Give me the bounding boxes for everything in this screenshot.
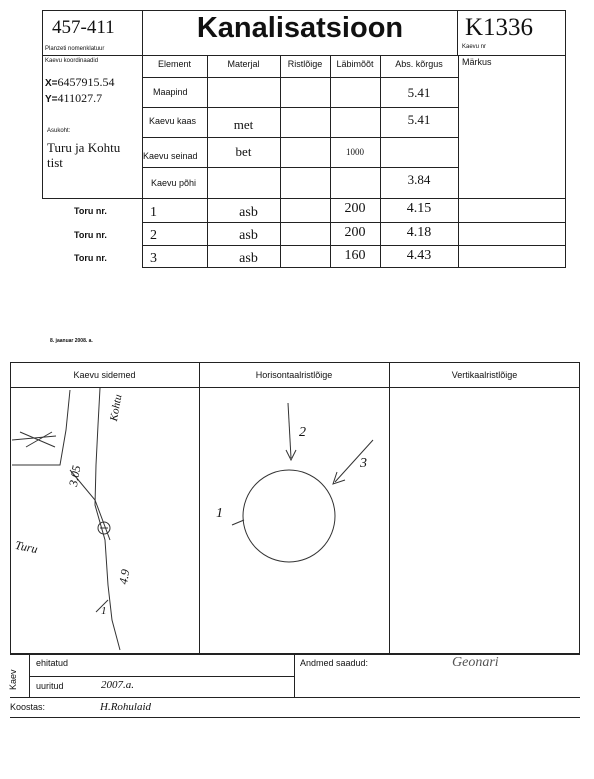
col-header-material: Materjal [227,59,260,69]
panel-title-vertical: Vertikaalristlõige [451,370,518,380]
sketch-street-label: Turu [13,537,39,557]
coordinate-x-value: 6457915.54 [57,75,115,89]
pipe-nr: 2 [150,228,157,243]
sheet-number: 457-411 [52,17,115,38]
pipe-height: 4.15 [406,201,432,216]
pipe-label: Toru nr. [74,253,107,263]
sketch-distance-upper: 3.05 [66,464,84,488]
coordinates-caption: Kaevu koordinaadid [45,58,99,64]
row-element: Kaevu kaas [149,116,197,126]
pipe-material: asb [239,228,258,243]
hsection-pipe2-label: 2 [299,425,306,440]
pipe-nr: 1 [150,205,157,220]
pipe-material: asb [239,205,258,220]
surveyed-label: uuritud [36,681,64,691]
row-material: bet [235,144,252,159]
page-title: Kanalisatsioon [196,12,404,44]
row-element: Kaevu põhi [151,178,197,188]
data-given-label: Andmed saadud: [300,658,369,668]
row-height: 5.41 [407,85,431,100]
row-material: met [233,117,254,132]
well-id-caption: Kaevu nr [462,44,487,50]
author-value: H.Rohulaid [100,701,152,713]
sketch-distance-lower: 4.9 [116,568,133,586]
coordinate-y-label: Y= [45,94,58,105]
pipe-diameter: 200 [344,201,366,216]
row-element: Kaevu seinad [143,151,198,161]
col-header-notes: Märkus [462,57,492,67]
row-height: 5.41 [407,112,431,127]
coordinate-x-label: X= [45,78,58,89]
pipe-label: Toru nr. [74,230,107,240]
location-caption: Asukoht: [47,128,71,134]
well-id: K1336 [465,14,534,41]
data-given-value: Geonari [452,655,499,670]
col-header-diameter: Läbimõõt [336,59,374,69]
pipe-diameter: 160 [344,248,366,263]
surveyed-value: 2007.a. [101,679,134,691]
author-label: Koostas: [10,702,46,712]
pipe-height: 4.18 [406,225,432,240]
hsection-pipe3-label: 3 [360,456,367,471]
col-header-element: Element [157,59,192,69]
sketch-pipe-mark: 1 [101,605,107,617]
pipe-nr: 3 [150,251,157,266]
pipe-height: 4.43 [406,248,432,263]
side-label: Kaev [8,669,18,690]
date-stamp: 8. jaanuar 2008. a. [50,338,93,344]
pipe-material: asb [239,251,258,266]
col-header-height: Abs. kõrgus [395,59,443,69]
location-line2: tist [47,155,63,170]
panel-title-horizontal: Horisontaalristlõige [255,370,333,380]
panel-title-connections: Kaevu sidemed [73,370,136,380]
pipe-diameter: 200 [344,225,366,240]
sketch-tree-label: Kohtu [108,393,125,423]
col-header-section: Ristlõige [287,59,323,69]
row-height: 3.84 [407,172,431,187]
row-element: Maapind [153,87,188,97]
sheet-number-caption: Planzeti nomenklatuur [45,46,105,52]
hsection-pipe1-label: 1 [216,506,223,521]
pipe-label: Toru nr. [74,206,107,216]
row-diameter: 1000 [346,147,364,157]
built-label: ehitatud [36,658,69,668]
location-line1: Turu ja Kohtu [47,140,121,155]
coordinate-y-value: 411027.7 [57,91,103,105]
